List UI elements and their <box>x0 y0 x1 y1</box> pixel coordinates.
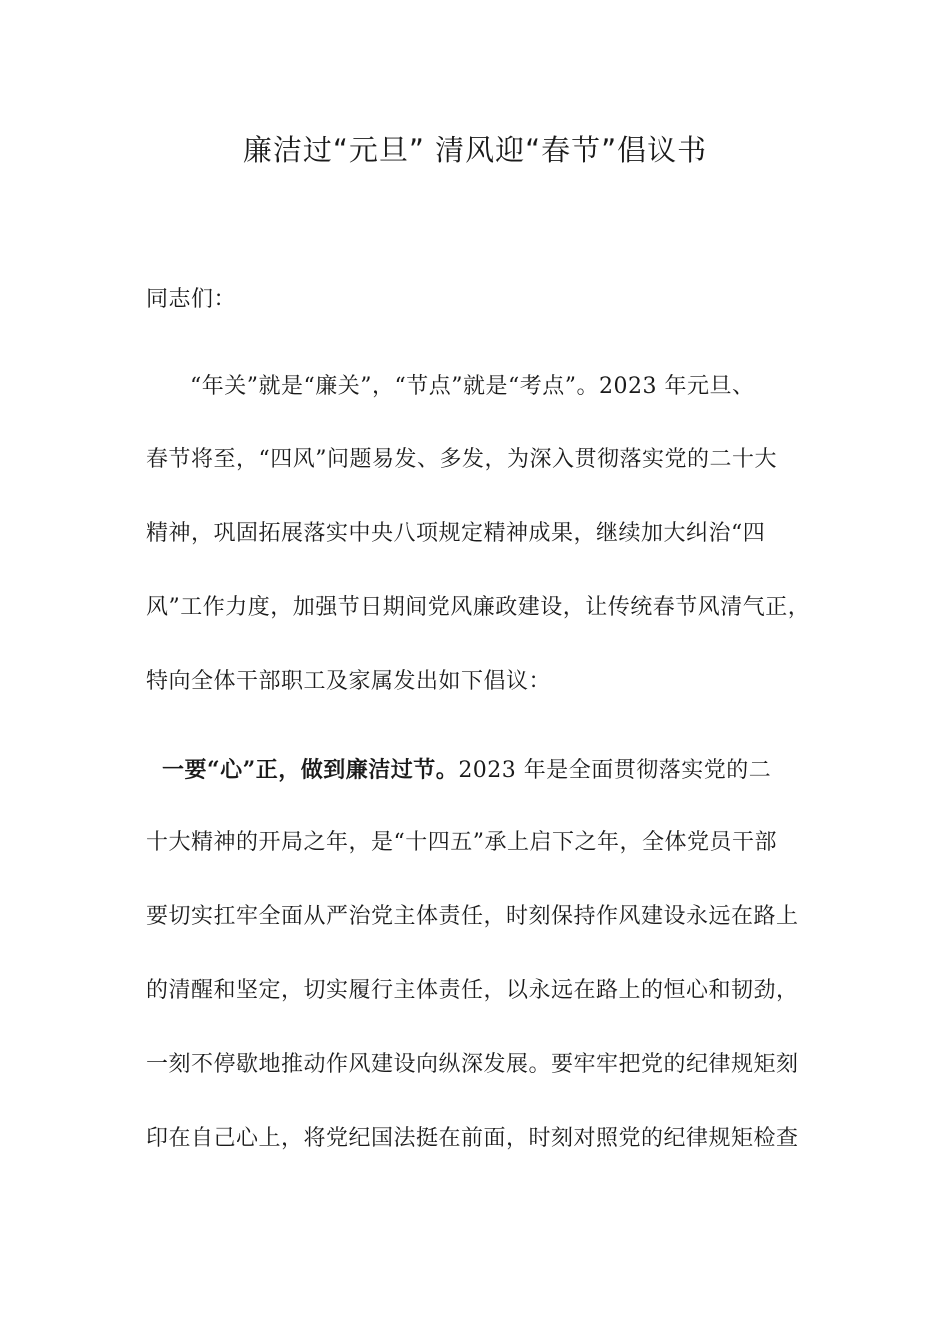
paragraph2-first-line-text: 2023 年是全面贯彻落实党的二 <box>458 758 772 783</box>
paragraph2-line-6: 印在自己心上，将党纪国法挺在前面，时刻对照党的纪律规矩检查 <box>146 1126 799 1151</box>
paragraph1-line-2: 春节将至，“四风”问题易发、多发，为深入贯彻落实党的二十大 <box>146 447 777 472</box>
paragraph1-line-1: “年关”就是“廉关”，“节点”就是“考点”。2023 年元旦、 <box>190 374 755 399</box>
salutation: 同志们： <box>146 287 237 312</box>
paragraph2-line-4: 的清醒和坚定，切实履行主体责任，以永远在路上的恒心和韧劲， <box>146 978 799 1003</box>
document-title: 廉洁过“元旦” 清风迎“春节”倡议书 <box>242 133 708 167</box>
paragraph2-line-2: 十大精神的开局之年，是“十四五”承上启下之年，全体党员干部 <box>146 830 777 855</box>
paragraph1-line-5: 特向全体干部职工及家属发出如下倡议： <box>146 669 552 694</box>
paragraph2-line-1 <box>162 755 771 786</box>
paragraph1-line-4: 风”工作力度，加强节日期间党风廉政建设，让传统春节风清气正， <box>146 595 811 620</box>
paragraph2-line-3: 要切实扛牢全面从严治党主体责任，时刻保持作风建设永远在路上 <box>146 904 799 929</box>
paragraph1-line-3: 精神，巩固拓展落实中央八项规定精神成果，继续加大纠治“四 <box>146 521 766 546</box>
paragraph2-line-5: 一刻不停歇地推动作风建设向纵深发展。要牢牢把党的纪律规矩刻 <box>146 1052 799 1077</box>
paragraph2-heading: 一要“心”正，做到廉洁过节。 <box>162 757 459 783</box>
